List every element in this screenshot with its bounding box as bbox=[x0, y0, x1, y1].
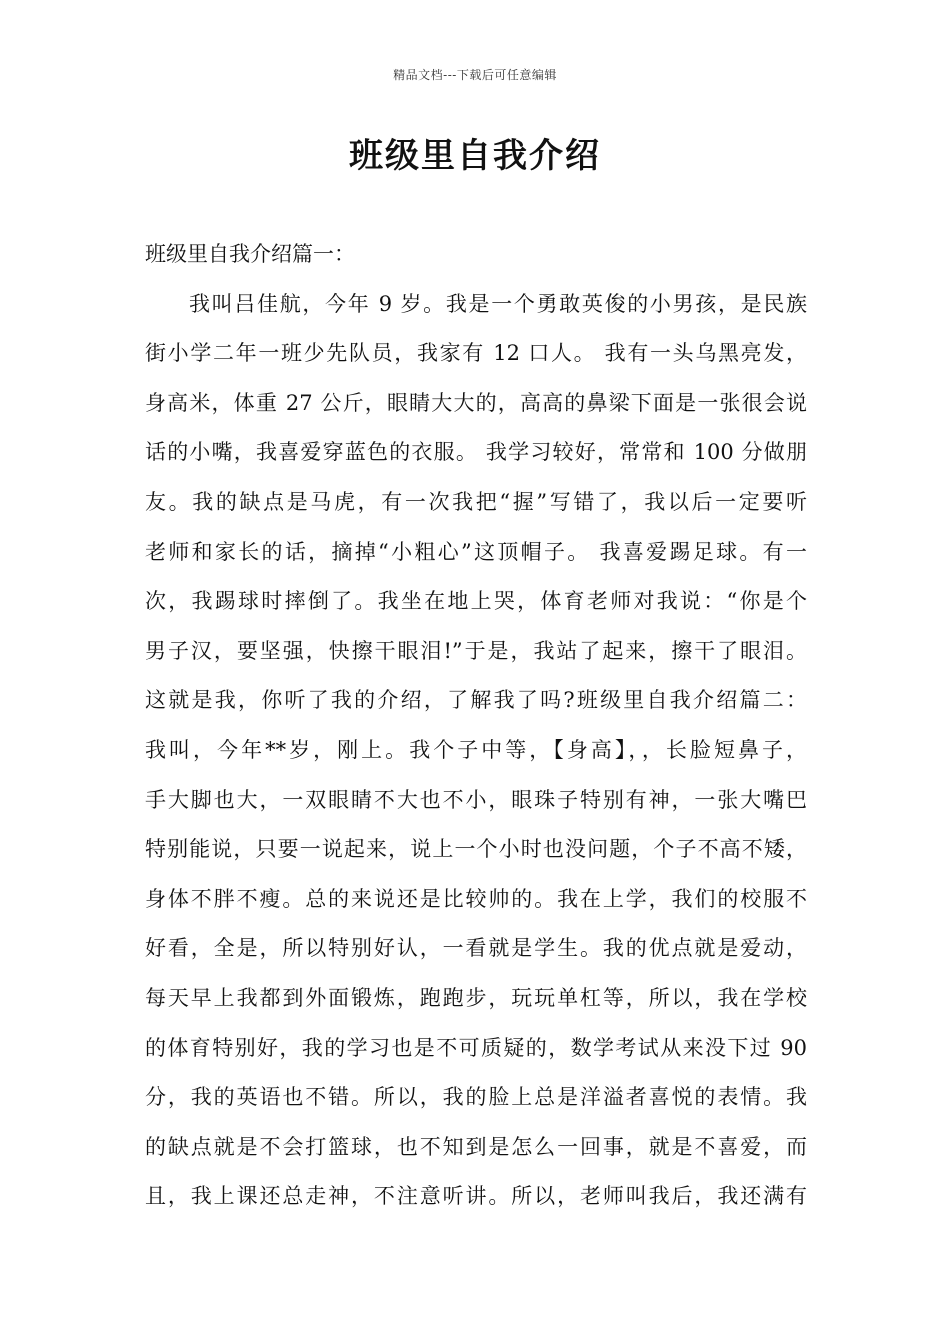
text-line: 的体育特别好，我的学习也是不可质疑的，数学考试从来没下过 90 bbox=[145, 1035, 807, 1060]
text-line: 的缺点就是不会打篮球，也不知到是怎么一回事，就是不喜爱，而 bbox=[145, 1134, 807, 1159]
document-body bbox=[145, 230, 807, 1222]
text-line: 友。我的缺点是马虎，有一次我把“握”写错了，我以后一定要听 bbox=[145, 489, 807, 514]
text-line: 好看，全是，所以特别好认，一看就是学生。我的优点就是爱动， bbox=[145, 936, 807, 961]
text-line: 每天早上我都到外面锻炼，跑跑步，玩玩单杠等，所以，我在学校 bbox=[145, 985, 807, 1010]
text-line: 且，我上课还总走神，不注意听讲。所以，老师叫我后，我还满有 bbox=[145, 1184, 807, 1209]
text-line: 这就是我，你听了我的介绍，了解我了吗?班级里自我介绍篇二： bbox=[145, 688, 807, 713]
text-line: 身体不胖不瘦。总的来说还是比较帅的。我在上学，我们的校服不 bbox=[145, 886, 807, 911]
text-line: 话的小嘴，我喜爱穿蓝色的衣服。 我学习较好，常常和 100 分做朋 bbox=[145, 440, 807, 465]
section-heading: 班级里自我介绍篇一： bbox=[145, 242, 355, 266]
text-line: 分，我的英语也不错。所以，我的脸上总是洋溢者喜悦的表情。我 bbox=[145, 1085, 807, 1110]
text-line: 身高米，体重 27 公斤，眼睛大大的，高高的鼻梁下面是一张很会说 bbox=[145, 390, 807, 415]
text-line: 我叫吕佳航，今年 9 岁。我是一个勇敢英俊的小男孩，是民族 bbox=[189, 291, 807, 316]
text-line: 老师和家长的话，摘掉“小粗心”这顶帽子。 我喜爱踢足球。有一 bbox=[145, 539, 807, 564]
header-note: 精品文档---下载后可任意编辑 bbox=[393, 68, 557, 82]
text-line: 我叫，今年**岁，刚上。我个子中等，【身高】，，长脸短鼻子， bbox=[145, 737, 807, 762]
text-line: 街小学二年一班少先队员，我家有 12 口人。 我有一头乌黑亮发， bbox=[145, 341, 807, 366]
text-line: 手大脚也大，一双眼睛不大也不小，眼珠子特别有神，一张大嘴巴 bbox=[145, 787, 807, 812]
text-line: 特别能说，只要一说起来，说上一个小时也没问题，个子不高不矮， bbox=[145, 837, 807, 862]
document-title: 班级里自我介绍 bbox=[349, 136, 601, 176]
text-line: 男子汉，要坚强，快擦干眼泪!”于是，我站了起来，擦干了眼泪。 bbox=[145, 638, 807, 663]
text-line: 次，我踢球时摔倒了。我坐在地上哭，体育老师对我说：“你是个 bbox=[145, 589, 807, 614]
